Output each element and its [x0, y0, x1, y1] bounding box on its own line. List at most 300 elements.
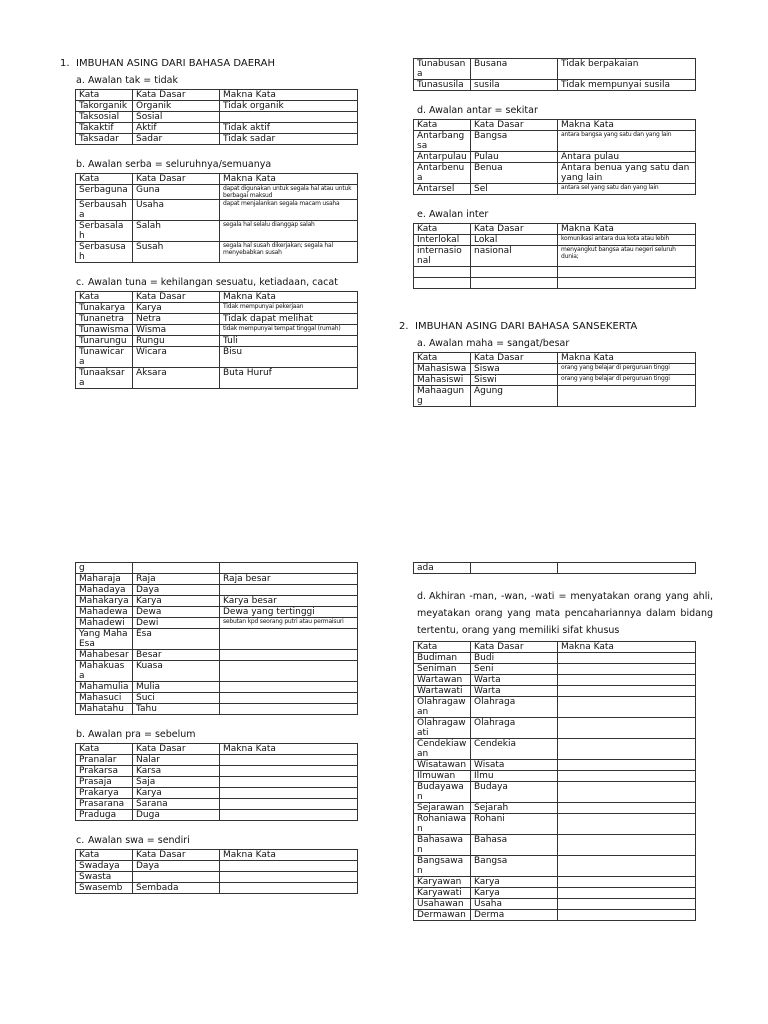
table-awalan-swa — [75, 849, 358, 894]
table-row — [414, 697, 696, 718]
table-cell — [558, 386, 696, 407]
table-cell: Wisata — [471, 760, 558, 771]
table-maha-tail — [413, 562, 696, 574]
table-row — [414, 675, 696, 686]
column-header: Makna Kata — [220, 90, 358, 101]
table-cell: Interlokal — [414, 235, 471, 246]
table-row — [76, 101, 358, 112]
column-header: Kata Dasar — [133, 292, 220, 303]
table-row — [414, 877, 696, 888]
table-cell: susila — [471, 80, 558, 91]
table-row — [76, 777, 358, 788]
table-cell: orang yang belajar di perguruan tinggi — [558, 364, 696, 375]
table-cell: Tuli — [220, 336, 358, 347]
table-row — [76, 788, 358, 799]
table-cell: Cendekia — [471, 739, 558, 760]
bottom-left-column — [75, 562, 360, 908]
column-header: Kata — [76, 174, 133, 185]
table-cell: g — [76, 563, 133, 574]
table-cell: Olahraga — [471, 697, 558, 718]
table-cell — [414, 267, 471, 278]
table-cell: Buta Huruf — [220, 368, 358, 389]
table-cell: Rohani — [471, 814, 558, 835]
table-row — [76, 861, 358, 872]
table-cell: Tidak mempunyai pekerjaan — [220, 303, 358, 314]
table-row — [76, 766, 358, 777]
table-cell: Serbasalah — [76, 221, 133, 242]
table-cell: Tunabusana — [414, 59, 471, 80]
table-header-row — [76, 90, 358, 101]
table-header-row — [76, 744, 358, 755]
table-cell: Bangsa — [471, 856, 558, 877]
table-row — [76, 563, 358, 574]
table-cell: Warta — [471, 686, 558, 697]
table-cell: Derma — [471, 910, 558, 921]
column-header: Kata Dasar — [133, 174, 220, 185]
table-row — [414, 899, 696, 910]
table-cell: Olahragawati — [414, 718, 471, 739]
table-cell: Usahawan — [414, 899, 471, 910]
table-row — [76, 336, 358, 347]
table-cell: Seniman — [414, 664, 471, 675]
table-cell — [220, 629, 358, 650]
table-cell: Tunanetra — [76, 314, 133, 325]
table-cell: Tidak berpakaian — [558, 59, 696, 80]
subsection-2a-heading: a. Awalan maha = sangat/besar — [417, 338, 570, 349]
table-cell: Sel — [471, 184, 558, 195]
column-header: Kata Dasar — [471, 642, 558, 653]
table-cell: Karya — [471, 877, 558, 888]
table-cell — [220, 766, 358, 777]
table-cell: Usaha — [471, 899, 558, 910]
table-cell: Mahadewi — [76, 618, 133, 629]
subsection-1c-heading: c. Awalan tuna = kehilangan sesuatu, ketiadaan, cacat — [76, 277, 338, 288]
table-row — [76, 314, 358, 325]
column-header: Kata — [414, 353, 471, 364]
table-row — [414, 364, 696, 375]
table-cell: Taksadar — [76, 134, 133, 145]
table-cell: Aktif — [133, 123, 220, 134]
table-awalan-inter — [413, 223, 696, 289]
table-cell: Mahamulia — [76, 682, 133, 693]
table-cell: Takorganik — [76, 101, 133, 112]
column-header: Makna Kata — [558, 224, 696, 235]
table-cell: Mahasuci — [76, 693, 133, 704]
table-row — [76, 650, 358, 661]
table-cell — [558, 739, 696, 760]
table-cell: Budaya — [471, 782, 558, 803]
bottom-right-column — [413, 562, 713, 935]
table-cell: orang yang belajar di perguruan tinggi — [558, 375, 696, 386]
table-cell — [558, 877, 696, 888]
table-cell: internasional — [414, 246, 471, 267]
table-cell: Tidak aktif — [220, 123, 358, 134]
table-cell — [558, 888, 696, 899]
table-row — [76, 134, 358, 145]
table-row — [76, 755, 358, 766]
table-cell: Dermawan — [414, 910, 471, 921]
table-cell — [558, 697, 696, 718]
table-cell — [220, 585, 358, 596]
table-cell: Raja — [133, 574, 220, 585]
table-cell: Seni — [471, 664, 558, 675]
table-cell: Tunawicara — [76, 347, 133, 368]
column-header: Kata Dasar — [133, 744, 220, 755]
table-cell: Prasaja — [76, 777, 133, 788]
table-cell — [220, 693, 358, 704]
table-cell: Mulia — [133, 682, 220, 693]
table-cell — [558, 771, 696, 782]
table-cell: Tunasusila — [414, 80, 471, 91]
table-cell: Tidak organik — [220, 101, 358, 112]
column-header: Makna Kata — [558, 120, 696, 131]
table-row — [76, 799, 358, 810]
table-cell: Dewa — [133, 607, 220, 618]
table-cell: Siswa — [471, 364, 558, 375]
table-cell — [414, 278, 471, 289]
table-cell: Budiman — [414, 653, 471, 664]
table-cell: Swasta — [76, 872, 133, 883]
table-row — [76, 200, 358, 221]
table-row — [414, 760, 696, 771]
table-cell: Duga — [133, 810, 220, 821]
table-cell: Ilmu — [471, 771, 558, 782]
table-awalan-serba — [75, 173, 358, 263]
table-cell — [133, 872, 220, 883]
table-awalan-maha — [413, 352, 696, 407]
table-row — [76, 596, 358, 607]
table-row — [414, 686, 696, 697]
table-row — [414, 739, 696, 760]
column-header: Kata — [76, 850, 133, 861]
table-cell: Sadar — [133, 134, 220, 145]
table-cell: Sejarawan — [414, 803, 471, 814]
table-cell — [471, 278, 558, 289]
table-header-row — [414, 224, 696, 235]
table-cell — [558, 814, 696, 835]
table-row — [414, 184, 696, 195]
table-header-row — [76, 174, 358, 185]
table-row — [76, 325, 358, 336]
table-cell: Mahasiswi — [414, 375, 471, 386]
table-cell — [558, 278, 696, 289]
table-cell — [558, 653, 696, 664]
table-cell — [471, 267, 558, 278]
table-cell: Sembada — [133, 883, 220, 894]
column-header: Makna Kata — [558, 642, 696, 653]
table-cell: Organik — [133, 101, 220, 112]
table-row — [76, 618, 358, 629]
table-cell — [558, 267, 696, 278]
table-cell: Mahaagung — [414, 386, 471, 407]
table-cell — [220, 112, 358, 123]
subsection-1d-heading: d. Awalan antar = sekitar — [417, 105, 538, 116]
table-row — [414, 375, 696, 386]
table-row — [414, 59, 696, 80]
table-row — [76, 303, 358, 314]
table-awalan-tak — [75, 89, 358, 145]
table-row — [414, 246, 696, 267]
table-row — [76, 872, 358, 883]
table-cell — [220, 810, 358, 821]
table-cell: Antara benua yang satu dan yang lain — [558, 163, 696, 184]
column-header: Kata — [76, 90, 133, 101]
table-cell: Serbasusah — [76, 242, 133, 263]
table-awalan-maha-continued — [75, 562, 358, 715]
table-cell: Karya — [133, 788, 220, 799]
table-row — [76, 347, 358, 368]
table-cell: Sejarah — [471, 803, 558, 814]
table-cell: Esa — [133, 629, 220, 650]
table-cell: Busana — [471, 59, 558, 80]
table-row — [76, 585, 358, 596]
table-cell — [558, 835, 696, 856]
column-header: Kata — [76, 292, 133, 303]
table-cell: Antarbenua — [414, 163, 471, 184]
table-row — [414, 386, 696, 407]
table-cell — [558, 718, 696, 739]
table-cell: dapat menjalankan segala macam usaha — [220, 200, 358, 221]
table-cell: Netra — [133, 314, 220, 325]
table-row — [76, 883, 358, 894]
table-cell: Tidak mempunyai susila — [558, 80, 696, 91]
table-row — [76, 123, 358, 134]
table-header-row — [76, 850, 358, 861]
table-row — [76, 221, 358, 242]
column-header: Kata Dasar — [133, 90, 220, 101]
table-cell: Dewi — [133, 618, 220, 629]
table-cell: Mahakuasa — [76, 661, 133, 682]
table-cell: Bahasawan — [414, 835, 471, 856]
table-cell: Bahasa — [471, 835, 558, 856]
table-row — [414, 814, 696, 835]
table-cell: Benua — [471, 163, 558, 184]
table-header-row — [414, 642, 696, 653]
table-cell: Budi — [471, 653, 558, 664]
table-row — [76, 185, 358, 200]
table-row — [414, 152, 696, 163]
table-cell: Daya — [133, 861, 220, 872]
table-cell — [220, 755, 358, 766]
table-row — [414, 653, 696, 664]
table-cell: Kuasa — [133, 661, 220, 682]
table-cell: Mahabesar — [76, 650, 133, 661]
table-row — [76, 704, 358, 715]
table-cell: Besar — [133, 650, 220, 661]
table-cell: Swadaya — [76, 861, 133, 872]
table-cell: antara sel yang satu dan yang lain — [558, 184, 696, 195]
table-cell: Ilmuwan — [414, 771, 471, 782]
table-row — [76, 574, 358, 585]
table-cell: Swasemb — [76, 883, 133, 894]
table-cell: Saja — [133, 777, 220, 788]
table-row — [414, 131, 696, 152]
table-row — [414, 803, 696, 814]
table-cell: Budayawan — [414, 782, 471, 803]
table-awalan-pra — [75, 743, 358, 821]
table-row — [414, 235, 696, 246]
table-cell: Salah — [133, 221, 220, 242]
table-cell: Aksara — [133, 368, 220, 389]
table-cell: Antarpulau — [414, 152, 471, 163]
table-cell: Karya — [471, 888, 558, 899]
table-cell: Rungu — [133, 336, 220, 347]
table-row — [414, 835, 696, 856]
table-cell: antara bangsa yang satu dan yang lain — [558, 131, 696, 152]
table-row — [76, 661, 358, 682]
table-row — [76, 629, 358, 650]
table-row — [414, 80, 696, 91]
column-header: Kata — [414, 642, 471, 653]
table-cell: Antara pulau — [558, 152, 696, 163]
table-cell: Wartawan — [414, 675, 471, 686]
subsection-1e-heading: e. Awalan inter — [417, 209, 489, 220]
table-cell: segala hal selalu dianggap salah — [220, 221, 358, 242]
table-cell: Wartawati — [414, 686, 471, 697]
column-header: Makna Kata — [220, 292, 358, 303]
table-cell — [471, 563, 558, 574]
table-cell — [220, 661, 358, 682]
table-cell: Usaha — [133, 200, 220, 221]
table-header-row — [414, 353, 696, 364]
table-cell: Prasarana — [76, 799, 133, 810]
table-cell: Mahadaya — [76, 585, 133, 596]
table-cell: Wisatawan — [414, 760, 471, 771]
table-cell: Nalar — [133, 755, 220, 766]
table-cell: Raja besar — [220, 574, 358, 585]
table-awalan-antar — [413, 119, 696, 195]
table-cell: Praduga — [76, 810, 133, 821]
table-cell: Bisu — [220, 347, 358, 368]
table-row — [76, 682, 358, 693]
subsection-1a-heading: a. Awalan tak = tidak — [76, 75, 178, 86]
table-cell: Pranalar — [76, 755, 133, 766]
top-left-column — [60, 58, 360, 403]
table-awalan-tuna — [75, 291, 358, 389]
column-header: Kata — [414, 224, 471, 235]
subsection-2c-heading: c. Awalan swa = sendiri — [76, 835, 190, 846]
column-header: Makna Kata — [220, 850, 358, 861]
table-cell — [220, 682, 358, 693]
table-cell — [558, 782, 696, 803]
table-cell: Dewa yang tertinggi — [220, 607, 358, 618]
table-cell: dapat digunakan untuk segala hal atau untuk berbagai maksud — [220, 185, 358, 200]
table-cell: Olahraga — [471, 718, 558, 739]
table-cell — [220, 704, 358, 715]
column-header: Kata — [76, 744, 133, 755]
table-row — [414, 782, 696, 803]
column-header: Kata Dasar — [471, 353, 558, 364]
table-row — [414, 278, 696, 289]
table-cell: Taksosial — [76, 112, 133, 123]
column-header: Kata Dasar — [471, 120, 558, 131]
table-cell: Suci — [133, 693, 220, 704]
table-row — [414, 856, 696, 877]
table-header-row — [76, 292, 358, 303]
table-akhiran-man-wan-wati — [413, 641, 696, 921]
table-cell: Siswi — [471, 375, 558, 386]
table-cell: Pulau — [471, 152, 558, 163]
table-cell: Karyawan — [414, 877, 471, 888]
table-cell: Tunarungu — [76, 336, 133, 347]
table-cell: ada — [414, 563, 471, 574]
column-header: Makna Kata — [220, 744, 358, 755]
table-cell: Prakarya — [76, 788, 133, 799]
table-cell — [558, 675, 696, 686]
table-cell: Takaktif — [76, 123, 133, 134]
table-cell: Tunaaksara — [76, 368, 133, 389]
table-cell: Yang Maha Esa — [76, 629, 133, 650]
table-cell: Karya — [133, 596, 220, 607]
table-header-row — [414, 120, 696, 131]
table-cell: Prakarsa — [76, 766, 133, 777]
table-row — [76, 693, 358, 704]
subsection-2d-heading: d. Akhiran -man, -wan, -wati = menyatakan orang yang ahli, meyatakan orang yang mata pencahariannya dalam bidang tertentu, orang yang memiliki sifat khusus — [417, 591, 713, 636]
table-cell — [558, 760, 696, 771]
table-cell: Bangsawan — [414, 856, 471, 877]
table-cell — [558, 664, 696, 675]
table-row — [76, 810, 358, 821]
table-cell: Serbaguna — [76, 185, 133, 200]
table-cell: menyangkut bangsa atau negeri seluruh dunia; — [558, 246, 696, 267]
table-row — [76, 242, 358, 263]
section-2-heading: 2. IMBUHAN ASING DARI BAHASA SANSEKERTA — [399, 321, 638, 332]
table-row — [414, 267, 696, 278]
table-cell: Tunakarya — [76, 303, 133, 314]
table-cell — [558, 686, 696, 697]
table-row — [414, 563, 696, 574]
table-row — [414, 664, 696, 675]
table-cell: Susah — [133, 242, 220, 263]
table-cell: Mahadewa — [76, 607, 133, 618]
table-cell: Bangsa — [471, 131, 558, 152]
table-cell — [220, 799, 358, 810]
table-cell: Cendekiawan — [414, 739, 471, 760]
table-awalan-tuna-continued — [413, 58, 696, 91]
table-cell: Karya besar — [220, 596, 358, 607]
column-header: Makna Kata — [220, 174, 358, 185]
table-cell: Sosial — [133, 112, 220, 123]
table-cell: sebutan kpd seorang putri atau permaisuri — [220, 618, 358, 629]
table-cell: Mahasiswa — [414, 364, 471, 375]
table-row — [76, 607, 358, 618]
table-cell: Agung — [471, 386, 558, 407]
table-cell: Sarana — [133, 799, 220, 810]
table-cell: Antarsel — [414, 184, 471, 195]
table-cell: Rohaniawan — [414, 814, 471, 835]
table-cell — [558, 899, 696, 910]
table-cell: Tidak sadar — [220, 134, 358, 145]
table-row — [414, 771, 696, 782]
section-1-heading: 1. IMBUHAN ASING DARI BAHASA DAERAH — [60, 58, 275, 69]
table-cell: Tunawisma — [76, 325, 133, 336]
table-cell: nasional — [471, 246, 558, 267]
table-cell — [133, 563, 220, 574]
table-cell: Guna — [133, 185, 220, 200]
table-cell: Antarbangsa — [414, 131, 471, 152]
table-row — [414, 888, 696, 899]
column-header: Makna Kata — [558, 353, 696, 364]
table-cell: segala hal susah dikerjakan; segala hal menyebabkan susah — [220, 242, 358, 263]
table-cell: Olahragawan — [414, 697, 471, 718]
table-row — [414, 718, 696, 739]
table-cell: Wicara — [133, 347, 220, 368]
table-cell — [220, 563, 358, 574]
table-cell: Tidak dapat melihat — [220, 314, 358, 325]
table-cell — [558, 803, 696, 814]
table-cell — [220, 777, 358, 788]
table-cell — [558, 856, 696, 877]
